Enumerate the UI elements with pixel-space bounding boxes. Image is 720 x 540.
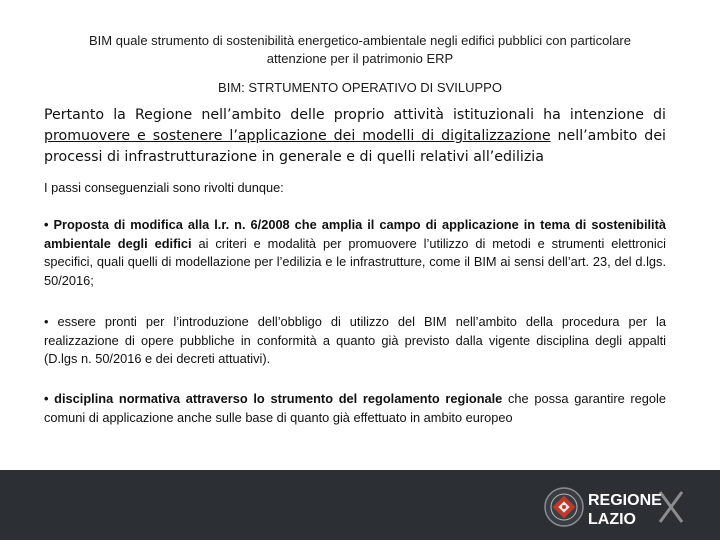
logo-text-line1: REGIONE bbox=[588, 492, 662, 509]
logo-text-line2: LAZIO bbox=[588, 511, 636, 528]
slide-subtitle: BIM: STRTUMENTO OPERATIVO DI SVILUPPO bbox=[218, 80, 502, 95]
bullet-item bbox=[44, 313, 666, 369]
bullet-text: che possa garantire regole comuni di applicazione anche sulle base di quanto già effettuato in ambito europeo bbox=[44, 391, 666, 425]
lead-paragraph bbox=[44, 105, 666, 168]
bullet-item bbox=[44, 390, 666, 427]
intro-line: I passi conseguenziali sono rivolti dunque: bbox=[44, 180, 284, 195]
bullet-bold-text: • disciplina normativa attraverso lo strumento del regolamento regionale bbox=[44, 391, 503, 406]
bullet-text: ai criteri e modalità per promuovere l’utilizzo di metodi e strumenti elettronici specifici, quali quelli di modellazione per l’edilizia e le infrastrutture, come il BIM ai sensi dell’art. 23, del d.lgs. 50/2016; bbox=[44, 235, 666, 288]
lead-underlined-text: promuovere e sostenere l’applicazione dei modelli di digitalizzazione bbox=[44, 128, 551, 144]
emblem-icon bbox=[545, 488, 583, 526]
lead-text-start: Pertanto la Regione nell’ambito delle proprio attività istituzionali ha intenzione di bbox=[44, 107, 666, 123]
slide-title: BIM quale strumento di sostenibilità energetico-ambientale negli edifici pubblici con particolare attenzione per il patrimonio ERP bbox=[89, 33, 631, 66]
bullet-text: • essere pronti per l’introduzione dell’obbligo di utilizzo del BIM nell’ambito della procedura per la realizzazione di opere pubbliche in conformità a quanto già previsto dalla vigente disciplina degli appalti (D.lgs n. 50/2016 e dei decreti attuativi). bbox=[44, 314, 666, 366]
bullet-bold-text: • Proposta di modifica alla l.r. n. 6/2008 che amplia il campo di applicazione in tema di sostenibilità ambientale degli edifici bbox=[44, 217, 666, 251]
regione-lazio-logo bbox=[542, 482, 690, 532]
bullet-item bbox=[44, 216, 666, 290]
lead-text-end: nell’ambito dei processi di infrastrutturazione in generale e di quelli relativi all’edilizia bbox=[44, 128, 666, 165]
